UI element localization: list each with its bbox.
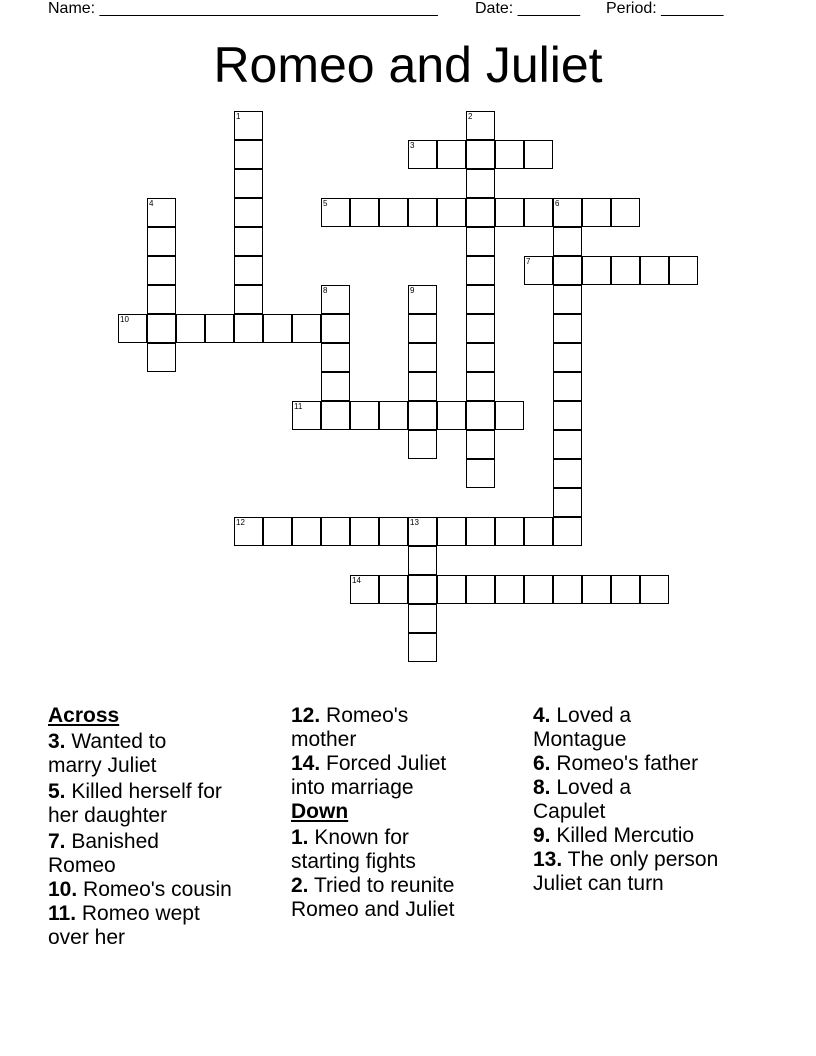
clue-number: 5 — [323, 199, 328, 208]
crossword-cell[interactable] — [234, 198, 263, 227]
clue-number: 10 — [120, 315, 129, 324]
crossword-cell[interactable] — [582, 198, 611, 227]
clue-across-12: 12. Romeo's mother — [291, 704, 409, 751]
crossword-cell[interactable] — [408, 401, 437, 430]
clue-across-10: 10. Romeo's cousin — [48, 878, 232, 901]
clue-number: 9 — [410, 286, 415, 295]
clue-number: 2 — [468, 112, 473, 121]
crossword-cell[interactable] — [234, 227, 263, 256]
crossword-cell[interactable] — [234, 517, 263, 546]
crossword-cell[interactable] — [582, 256, 611, 285]
crossword-cell[interactable] — [350, 401, 379, 430]
crossword-cell[interactable] — [350, 198, 379, 227]
clue-column-3 — [533, 702, 773, 896]
crossword-cell[interactable] — [408, 372, 437, 401]
crossword-cell[interactable] — [321, 401, 350, 430]
crossword-cell[interactable] — [466, 575, 495, 604]
crossword-cell[interactable] — [495, 198, 524, 227]
crossword-cell[interactable] — [408, 140, 437, 169]
crossword-cell[interactable] — [176, 314, 205, 343]
crossword-cell[interactable] — [553, 285, 582, 314]
crossword-cell[interactable] — [147, 285, 176, 314]
crossword-cell[interactable] — [466, 401, 495, 430]
crossword-cell[interactable] — [234, 256, 263, 285]
crossword-cell[interactable] — [466, 343, 495, 372]
clue-across-5: 5. Killed herself for her daughter — [48, 780, 222, 827]
crossword-cell[interactable] — [321, 285, 350, 314]
clue-number: 14 — [352, 576, 361, 585]
crossword-cell[interactable] — [408, 546, 437, 575]
crossword-cell[interactable] — [524, 140, 553, 169]
clue-across-14: 14. Forced Juliet into marriage — [291, 752, 447, 799]
crossword-cell[interactable] — [292, 517, 321, 546]
crossword-cell[interactable] — [437, 140, 466, 169]
clue-down-6: 6. Romeo's father — [533, 752, 699, 775]
crossword-cell[interactable] — [466, 140, 495, 169]
crossword-cell[interactable] — [234, 140, 263, 169]
crossword-cell[interactable] — [466, 314, 495, 343]
crossword-cell[interactable] — [350, 517, 379, 546]
crossword-cell[interactable] — [234, 285, 263, 314]
page-title: Romeo and Juliet — [213, 37, 603, 93]
crossword-cell[interactable] — [147, 198, 176, 227]
crossword-cell[interactable] — [466, 169, 495, 198]
crossword-cell[interactable] — [437, 517, 466, 546]
crossword-cell[interactable] — [263, 517, 292, 546]
crossword-cell[interactable] — [524, 517, 553, 546]
crossword-cell[interactable] — [408, 343, 437, 372]
crossword-cell[interactable] — [321, 314, 350, 343]
crossword-cell[interactable] — [553, 488, 582, 517]
crossword-cell[interactable] — [408, 604, 437, 633]
crossword-cell[interactable] — [292, 314, 321, 343]
clue-down-4: 4. Loved a Montague — [533, 704, 632, 751]
clue-down-9: 9. Killed Mercutio — [533, 824, 695, 847]
crossword-cell[interactable] — [408, 575, 437, 604]
crossword-cell[interactable] — [408, 517, 437, 546]
clue-down-2: 2. Tried to reunite Romeo and Juliet — [291, 874, 455, 921]
crossword-cell[interactable] — [466, 430, 495, 459]
clue-down-8: 8. Loved a Capulet — [533, 776, 632, 823]
crossword-cell[interactable] — [379, 575, 408, 604]
crossword-cell[interactable] — [466, 459, 495, 488]
crossword-cell[interactable] — [408, 430, 437, 459]
crossword-cell[interactable] — [553, 198, 582, 227]
clue-across-3: 3. Wanted to marry Juliet — [48, 730, 167, 777]
crossword-cell[interactable] — [118, 314, 147, 343]
crossword-cell[interactable] — [466, 285, 495, 314]
crossword-cell[interactable] — [408, 198, 437, 227]
crossword-cell[interactable] — [640, 575, 669, 604]
clue-number: 11 — [294, 402, 303, 411]
crossword-cell[interactable] — [147, 227, 176, 256]
crossword-cell[interactable] — [466, 517, 495, 546]
crossword-cell[interactable] — [640, 256, 669, 285]
crossword-cell[interactable] — [553, 430, 582, 459]
across-heading: Across — [48, 704, 120, 727]
crossword-cell[interactable] — [437, 198, 466, 227]
crossword-cell[interactable] — [466, 227, 495, 256]
crossword-cell[interactable] — [466, 256, 495, 285]
date-field[interactable]: Date: _______ — [475, 0, 580, 17]
clue-number: 1 — [236, 112, 241, 121]
clue-number: 4 — [149, 199, 154, 208]
clue-number: 13 — [410, 518, 419, 527]
crossword-cell[interactable] — [553, 314, 582, 343]
crossword-cell[interactable] — [205, 314, 234, 343]
crossword-cell[interactable] — [321, 372, 350, 401]
crossword-cell[interactable] — [611, 256, 640, 285]
crossword-cell[interactable] — [495, 140, 524, 169]
crossword-cell[interactable] — [553, 372, 582, 401]
crossword-cell[interactable] — [495, 517, 524, 546]
crossword-cell[interactable] — [147, 343, 176, 372]
crossword-cell[interactable] — [263, 314, 292, 343]
crossword-cell[interactable] — [234, 111, 263, 140]
crossword-cell[interactable] — [437, 575, 466, 604]
clue-number: 6 — [555, 199, 560, 208]
crossword-cell[interactable] — [466, 111, 495, 140]
crossword-cell[interactable] — [321, 198, 350, 227]
crossword-cell[interactable] — [408, 633, 437, 662]
clue-number: 3 — [410, 141, 415, 150]
crossword-cell[interactable] — [553, 401, 582, 430]
crossword-cell[interactable] — [611, 198, 640, 227]
clue-down-13: 13. The only person Juliet can turn — [533, 848, 719, 895]
crossword-cell[interactable] — [524, 198, 553, 227]
crossword-cell[interactable] — [582, 575, 611, 604]
crossword-cell[interactable] — [495, 401, 524, 430]
clue-column-1 — [48, 702, 278, 950]
crossword-cell[interactable] — [379, 401, 408, 430]
crossword-cell[interactable] — [524, 575, 553, 604]
crossword-cell[interactable] — [466, 198, 495, 227]
crossword-cell[interactable] — [553, 227, 582, 256]
name-field[interactable]: Name: ______________________________________ — [48, 0, 438, 17]
crossword-cell[interactable] — [379, 517, 408, 546]
crossword-cell[interactable] — [292, 401, 321, 430]
crossword-cell[interactable] — [437, 401, 466, 430]
crossword-cell[interactable] — [466, 372, 495, 401]
crossword-cell[interactable] — [495, 575, 524, 604]
crossword-cell[interactable] — [350, 575, 379, 604]
crossword-cell[interactable] — [524, 256, 553, 285]
clue-number: 7 — [526, 257, 531, 266]
crossword-cell[interactable] — [611, 575, 640, 604]
crossword-cell[interactable] — [669, 256, 698, 285]
crossword-cell[interactable] — [234, 314, 263, 343]
down-heading: Down — [291, 800, 349, 823]
crossword-cell[interactable] — [553, 256, 582, 285]
clue-number: 8 — [323, 286, 328, 295]
crossword-cell[interactable] — [553, 517, 582, 546]
crossword-cell[interactable] — [408, 314, 437, 343]
clue-down-1: 1. Known for starting fights — [291, 826, 416, 873]
crossword-cell[interactable] — [147, 314, 176, 343]
crossword-cell[interactable] — [321, 343, 350, 372]
clue-column-2 — [291, 702, 521, 922]
crossword-cell[interactable] — [321, 517, 350, 546]
period-field[interactable]: Period: _______ — [606, 0, 724, 17]
crossword-cell[interactable] — [234, 169, 263, 198]
crossword-cell[interactable] — [553, 459, 582, 488]
crossword-cell[interactable] — [408, 285, 437, 314]
clue-across-11: 11. Romeo wept over her — [48, 902, 200, 949]
crossword-cell[interactable] — [553, 343, 582, 372]
crossword-cell[interactable] — [147, 256, 176, 285]
clue-number: 12 — [236, 518, 245, 527]
clue-across-7: 7. Banished Romeo — [48, 830, 159, 877]
crossword-cell[interactable] — [553, 575, 582, 604]
crossword-cell[interactable] — [379, 198, 408, 227]
